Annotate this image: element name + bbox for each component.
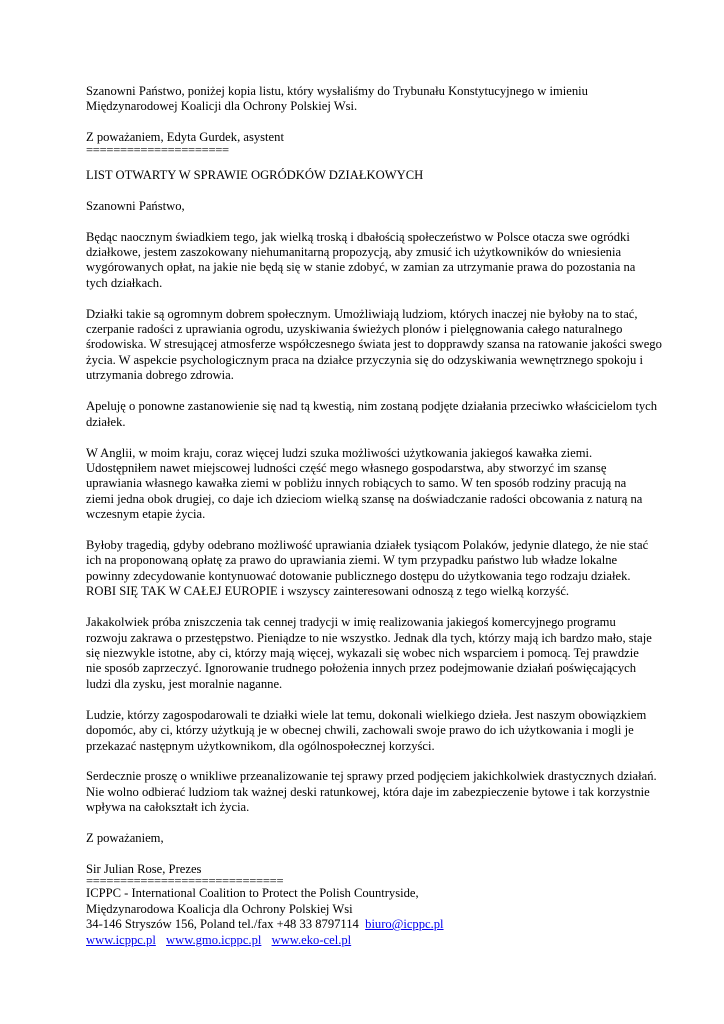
paragraph-line: uprawiania własnego kawałka ziemi w pobliżu innych robiących to samo. W ten sposób rodziny pracują na: [86, 476, 627, 491]
intro-signoff-text: Z poważaniem, Edyta Gurdek, asystent: [86, 130, 284, 145]
paragraph-line: życia. W aspekcie psychologicznym praca na działce przyczynia się do odzyskiwania wewnętrznego spokoju i: [86, 352, 643, 367]
footer-org-en: ICPPC - International Coalition to Protect the Polish Countryside,: [86, 886, 419, 901]
paragraph-line: ziemi jedna obok drugiej, co daje ich dzieciom wielką szansę na doświadczanie radości obcowania z naturą na: [86, 491, 643, 506]
paragraph-line: Będąc naocznym świadkiem tego, jak wielką troską i dbałością społeczeństwo w Polsce otacza swe ogródki: [86, 229, 630, 244]
paragraph-line: Ludzie, którzy zagospodarowali te działki wiele lat temu, dokonali wielkiego dzieła. Jest naszym obowiązkiem: [86, 707, 647, 722]
paragraph-line: ROBI SIĘ TAK W CAŁEJ EUROPIE i wszyscy zainteresowani odnoszą z tego wielką korzyść.: [86, 584, 570, 599]
paragraph-line: dopomóc, aby ci, którzy użytkują je w obecnej chwili, zachowali swoje prawo do ich użytkowania i mogli je: [86, 723, 634, 738]
footer-links: [86, 933, 646, 948]
letter-paragraph: [86, 230, 646, 292]
paragraph-line: Działki takie są ogromnym dobrem społecznym. Umożliwiają ludziom, których inaczej nie byłoby na to stać,: [86, 306, 638, 321]
paragraph-line: Apeluję o ponowne zastanowienie się nad tą kwestią, nim zostaną podjęte działania przeciwko właścicielom tych: [86, 399, 658, 414]
letter-salutation: [86, 199, 646, 214]
footer-org-pl: Międzynarodowa Koalicja dla Ochrony Polskiej Wsi: [86, 901, 353, 916]
letter-paragraph: [86, 538, 649, 600]
paragraph-line: środowiska. W stresującej atmosferze współczesnego świata jest to dopprawdy szansa na ratowanie jakości swego: [86, 337, 662, 352]
letter-paragraph: [86, 708, 646, 754]
paragraph-line: rozwoju zakrawa o przestępstwo. Pieniądze to nie wszystko. Jednak dla tych, którzy mają ich bardzo mało, staje: [86, 630, 652, 645]
paragraph-line: Udostępniłem nawet miejscowej ludności część mego własnego gospodarstwa, aby stworzyć im szansę: [86, 460, 607, 475]
paragraph-line: wczesnym etapie życia.: [86, 507, 206, 522]
paragraph-line: czerpanie radości z uprawiania ogrodu, uzyskiwania świeżych plonów i pielęgnowania całego naturalnego: [86, 322, 623, 337]
footer-address-line: [86, 917, 646, 932]
footer-address: 34-146 Stryszów 156, Poland tel./fax +48 33 8797114: [86, 917, 359, 932]
letter-title: [86, 168, 646, 183]
intro-paragraph: [86, 84, 646, 115]
paragraph-line: się niezwykle istotne, aby ci, którzy mają więcej, wykazali się wobec nich wsparciem i pomocą. Tej prawdzie: [86, 645, 639, 660]
letter-salutation-text: Szanowni Państwo,: [86, 198, 185, 213]
paragraph-line: działek.: [86, 414, 126, 429]
paragraph-line: powinny zdecydowanie kontynuować dotowanie publicznego dostępu do użytkowania tego rodzaju działek.: [86, 568, 631, 583]
paragraph-line: działkowe, jestem zaszokowany niehumanitarną propozycją, aby zmusić ich użytkowników do wniesienia: [86, 244, 622, 259]
website-link-icppc[interactable]: www.icppc.pl: [86, 932, 156, 947]
website-link-ekocel[interactable]: www.eko-cel.pl: [271, 932, 352, 947]
paragraph-line: ich na proponowaną opłatę za prawo do uprawiania ziemi. W tym przypadku państwo lub władze lokalne: [86, 553, 618, 568]
letter-paragraph: [86, 446, 646, 523]
website-link-gmo[interactable]: www.gmo.icppc.pl: [166, 932, 262, 947]
paragraph-line: tych działkach.: [86, 275, 163, 290]
letter-signature-text: Sir Julian Rose, Prezes: [86, 862, 202, 877]
document-page: [86, 84, 662, 948]
letter-paragraph: [86, 306, 662, 384]
intro-separator: =====================: [86, 145, 229, 155]
intro-line: Międzynarodowej Koalicji dla Ochrony Polskiej Wsi.: [86, 99, 358, 114]
paragraph-line: W Anglii, w moim kraju, coraz więcej ludzi szuka możliwości użytkowania jakiegoś kawałka ziemi.: [86, 445, 593, 460]
footer-separator: =============================: [86, 877, 284, 887]
intro-signoff: [86, 130, 646, 154]
letter-title-text: LIST OTWARTY W SPRAWIE OGRÓDKÓW DZIAŁKOWYCH: [86, 167, 424, 182]
paragraph-line: ludzi dla zysku, jest moralnie naganne.: [86, 676, 283, 691]
paragraph-line: wpływa na całokształt ich życia.: [86, 800, 250, 815]
letter-signature: [86, 862, 646, 886]
footer-contact: [86, 886, 646, 948]
letter-closing-text: Z poważaniem,: [86, 831, 164, 846]
paragraph-line: nie sposób zaprzeczyć. Ignorowanie trudnego położenia innych przez podejmowanie działań poświęcających: [86, 661, 637, 676]
intro-line: Szanowni Państwo, poniżej kopia listu, który wysłaliśmy do Trybunału Konstytucyjnego w imieniu: [86, 84, 588, 98]
email-link[interactable]: biuro@icppc.pl: [365, 917, 444, 932]
letter-paragraph: [86, 769, 657, 815]
paragraph-line: Serdecznie proszę o wnikliwe przeanalizowanie tej sprawy przed podjęciem jakichkolwiek drastycznych działań.: [86, 769, 657, 784]
paragraph-line: przekazać następnym użytkownikom, dla ogólnospołecznej korzyści.: [86, 738, 435, 753]
letter-paragraph: [86, 615, 652, 692]
paragraph-line: Byłoby tragedią, gdyby odebrano możliwość uprawiania działek tysiącom Polaków, jedynie dlatego, że nie stać: [86, 538, 649, 553]
letter-closing: [86, 831, 646, 846]
letter-paragraph: [86, 399, 658, 430]
paragraph-line: wygórowanych opłat, na jakie nie będą się w stanie zdobyć, w zamian za utrzymanie prawa do pozostania na: [86, 260, 636, 275]
paragraph-line: Jakakolwiek próba zniszczenia tak cennej tradycji w imię realizowania jakiegoś komercyjnego programu: [86, 615, 616, 630]
paragraph-line: Nie wolno odbierać ludziom tak ważnej deski ratunkowej, która daje im zabezpieczenie bytowe i tak korzystnie: [86, 784, 650, 799]
paragraph-line: utrzymania dobrego zdrowia.: [86, 368, 234, 383]
